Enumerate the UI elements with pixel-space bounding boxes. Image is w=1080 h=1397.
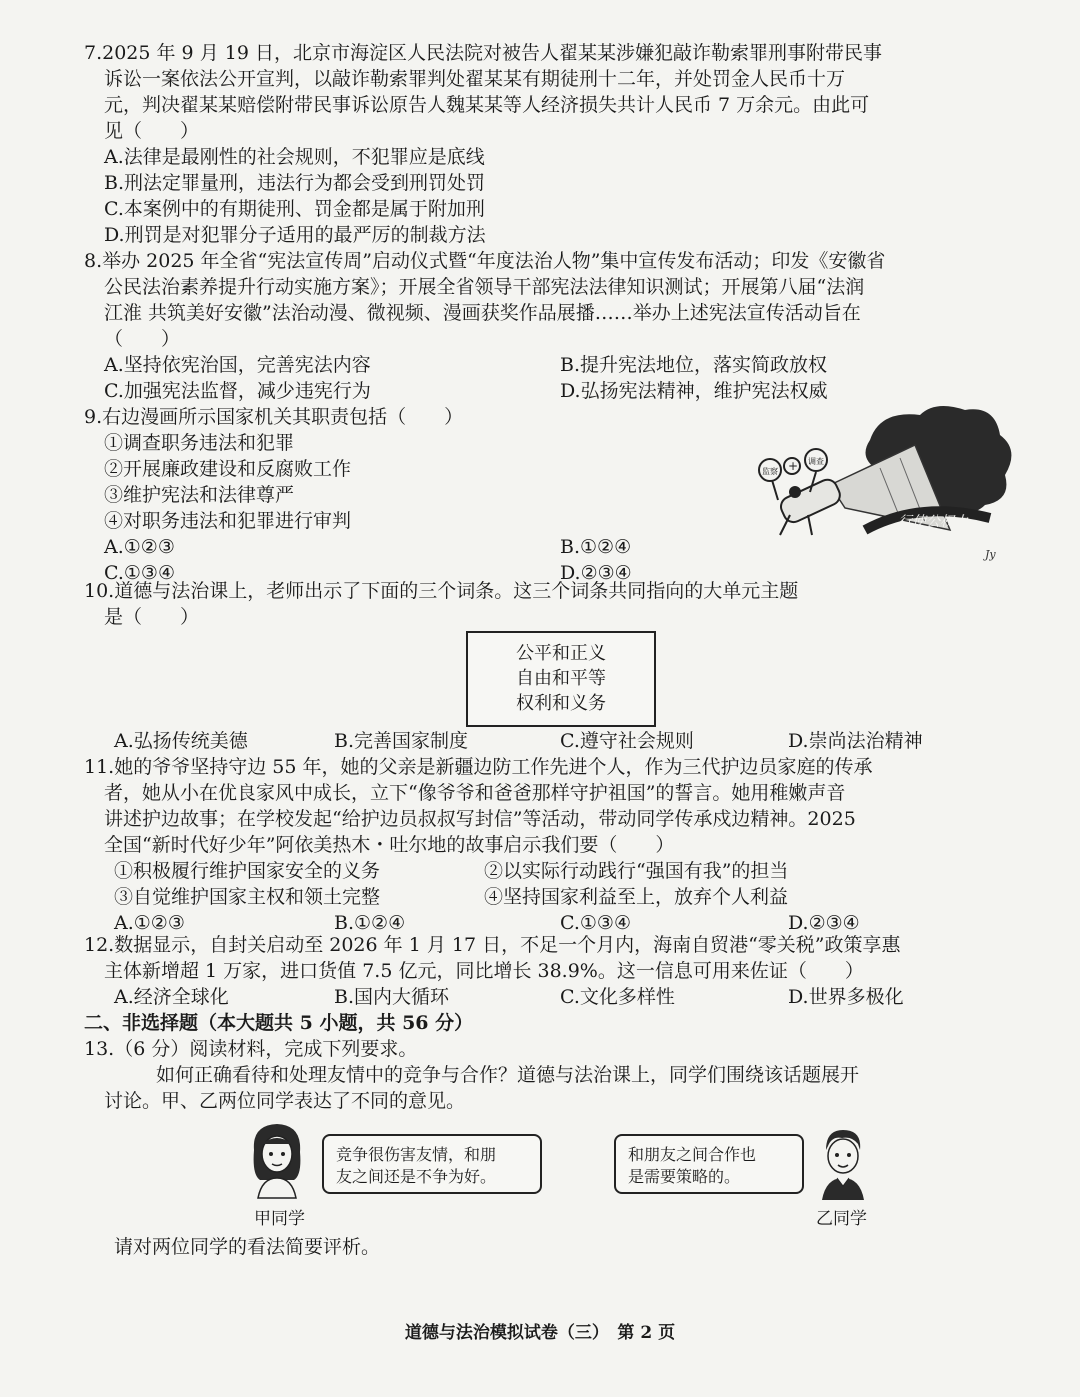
q8-option-b: B.提升宪法地位，落实简政放权 [560,354,828,376]
q7-stem-line: 诉讼一案依法公开宣判，以敲诈勒索罪判处翟某某有期徒刑十二年，并处罚金人民币十万 [104,68,846,90]
figure-head [789,486,801,498]
q10-stem-line: 是（ ） [104,606,200,628]
q11-item: ④坚持国家利益至上，放弃个人利益 [484,886,789,908]
q10-word: 自由和平等 [516,668,606,689]
q7-stem-line: 7.2025 年 9 月 19 日，北京市海淀区人民法院对被告人翟某某涉嫌犯敲诈勒索罪刑事附带民事 [84,42,882,64]
q10-option-c: C.遵守社会规则 [560,730,694,752]
q13-task: 请对两位同学的看法简要评析。 [114,1236,381,1258]
sign-right-text: 调查 [808,457,824,466]
student-b-speech-bubble [614,1134,804,1194]
q7-option-d: D.刑罚是对犯罪分子适用的最严厉的制裁方法 [104,224,486,246]
q11-stem-line: 11.她的爷爷坚持守边 55 年，她的父亲是新疆边防工作先进个人，作为三代护边员家庭的传承 [84,756,873,778]
q12-option-a: A.经济全球化 [114,986,229,1008]
q11-stem-line: 讲述护边故事；在学校发起“给护边员叔叔写封信”等活动，带动同学传承戍边精神。2025 [104,808,856,830]
q10-option-b: B.完善国家制度 [334,730,469,752]
question-11 [84,754,1004,858]
q12-stem-line: 12.数据显示，自封关启动至 2026 年 1 月 17 日，不足一个月内，海南自贸港“零关税”政策享惠 [84,934,901,956]
bubble-a-line: 竞争很伤害友情，和朋 [336,1145,497,1164]
q10-word: 权利和义务 [516,693,606,714]
q9-item: ②开展廉政建设和反腐败工作 [104,458,352,480]
bubble-a-line: 友之间还是不争为好。 [336,1167,497,1186]
bubble-b-line: 是需要策略的。 [628,1167,741,1186]
q11-option-a: A.①②③ [114,912,185,934]
q11-item: ③自觉维护国家主权和领土完整 [114,886,381,908]
q12-option-b: B.国内大循环 [334,986,450,1008]
sign-plus-text: + [788,459,799,473]
q13-stem: 13.（6 分）阅读材料，完成下列要求。 [84,1038,418,1060]
q8-option-d: D.弘扬宪法精神，维护宪法权威 [560,380,828,402]
section-2-title: 二、非选择题（本大题共 5 小题，共 56 分） [84,1012,474,1034]
page-footer: 道德与法治模拟试卷（三） 第 2 页 [404,1323,676,1343]
q7-stem-line: 元，判决翟某某赔偿附带民事诉讼原告人魏某某等人经济损失共计人民币 7 万余元。由此可 [104,94,870,116]
q9-option-d: D.②③④ [560,562,632,584]
q10-stem-line: 10.道德与法治课上，老师出示了下面的三个词条。这三个词条共同指向的大单元主题 [84,580,799,602]
student-a-caption: 甲同学 [254,1209,305,1229]
question-12 [84,932,1004,984]
cartoon-signature: Jy [985,548,996,561]
q8-option-c: C.加强宪法监督，减少违宪行为 [104,380,371,402]
q12-option-c: C.文化多样性 [560,986,675,1008]
q7-stem-line: 见（ ） [104,120,200,142]
question-13 [84,1036,1004,1114]
q10-word-box [466,631,656,727]
q10-word: 公平和正义 [516,643,606,664]
q7-option-c: C.本案例中的有期徒刑、罚金都是属于附加刑 [104,198,485,220]
question-7 [84,40,1004,248]
q9-item: ①调查职务违法和犯罪 [104,432,295,454]
q8-stem-line: （ ） [104,328,181,350]
student-a-speech-bubble [322,1134,542,1194]
q9-option-b: B.①②④ [560,536,632,558]
q9-item: ③维护宪法和法律尊严 [104,484,295,506]
q7-option-b: B.刑法定罪量刑，违法行为都会受到刑罚处罚 [104,172,486,194]
q12-stem-line: 主体新增超 1 万家，进口货值 7.5 亿元，同比增长 38.9%。这一信息可用来佐证（ ） [104,960,864,982]
q8-stem-line: 江淮 共筑美好安徽”法治动漫、微视频、漫画获奖作品展播……举办上述宪法宣传活动旨在 [104,302,861,324]
question-10 [84,578,1004,630]
q11-option-d: D.②③④ [788,912,860,934]
q9-item: ④对职务违法和犯罪进行审判 [104,510,352,532]
q13-material-line: 讨论。甲、乙两位同学表达了不同的意见。 [104,1090,466,1112]
q8-stem-line: 8.举办 2025 年全省“宪法宣传周”启动仪式暨“年度法治人物”集中宣传发布活动；印发《安徽省 [84,250,886,272]
q10-option-d: D.崇尚法治精神 [788,730,923,752]
banner-text: 行使公权力 [898,513,968,529]
question-8 [84,248,1004,352]
q11-option-b: B.①②④ [334,912,406,934]
q10-option-a: A.弘扬传统美德 [114,730,248,752]
q13-material-line: 如何正确看待和处理友情中的竞争与合作？道德与法治课上，同学们围绕该话题展开 [156,1064,860,1086]
q11-item: ①积极履行维护国家安全的义务 [114,860,381,882]
q9-option-a: A.①②③ [104,536,175,558]
question-9 [84,404,724,534]
q8-option-a: A.坚持依宪治国，完善宪法内容 [104,354,371,376]
q11-option-c: C.①③④ [560,912,631,934]
q12-option-d: D.世界多极化 [788,986,904,1008]
student-a-illustration [244,1120,310,1200]
sign-left-text: 监察 [762,467,778,476]
q7-option-a: A.法律是最刚性的社会规则，不犯罪应是底线 [104,146,485,168]
bubble-b-line: 和朋友之间合作也 [628,1145,757,1164]
q11-stem-line: 全国“新时代好少年”阿依美热木・吐尔地的故事启示我们要（ ） [104,834,675,856]
q9-cartoon [750,400,1020,575]
q11-stem-line: 者，她从小在优良家风中成长，立下“像爷爷和爸爸那样守护祖国”的誓言。她用稚嫩声音 [104,782,846,804]
student-b-caption: 乙同学 [816,1209,867,1229]
q11-item: ②以实际行动践行“强国有我”的担当 [484,860,789,882]
q9-stem: 9.右边漫画所示国家机关其职责包括（ ） [84,406,464,428]
q8-stem-line: 公民法治素养提升行动实施方案》；开展全省领导干部宪法法律知识测试；开展第八届“法润 [104,276,865,298]
q9-option-c: C.①③④ [104,562,175,584]
student-b-illustration [812,1124,874,1202]
